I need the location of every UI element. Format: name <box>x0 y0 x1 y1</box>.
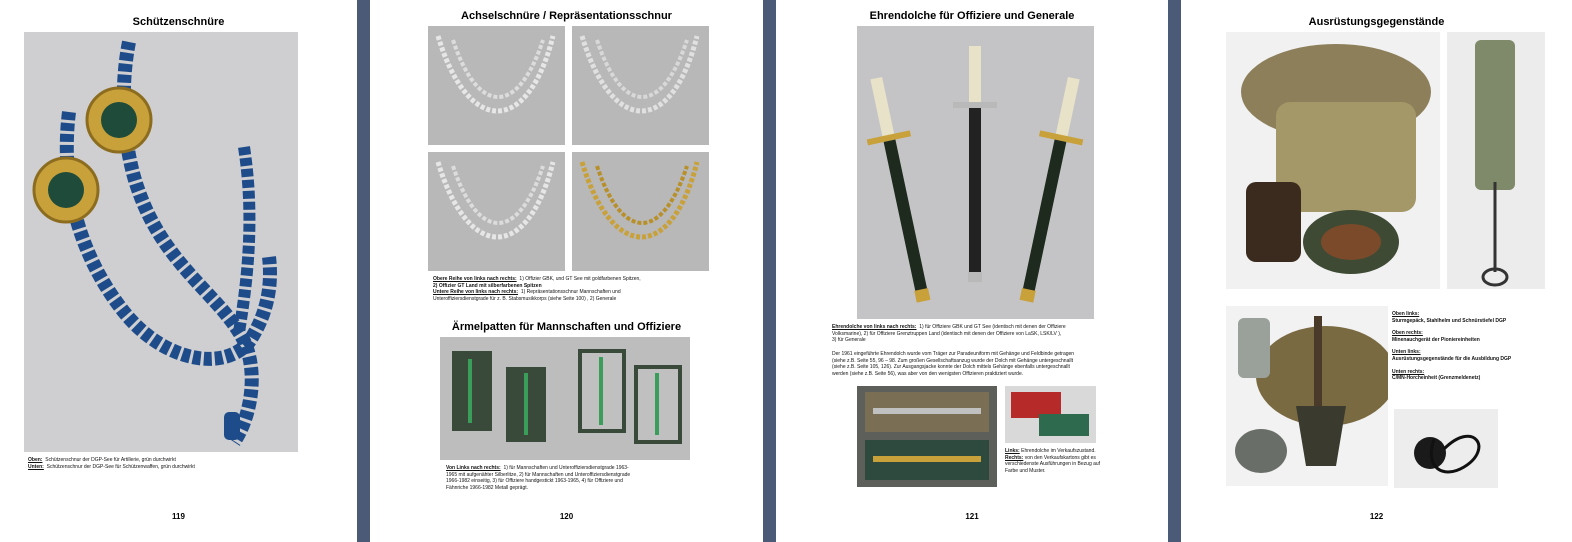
page-title: Ehrendolche für Offiziere und Generale <box>869 10 1075 22</box>
caption-block <box>446 465 630 491</box>
caption-text: 3) für Generale <box>832 337 866 344</box>
paragraph-line: Der 1961 eingeführte Ehrendolch wurde vom Träger zur Paradeuniform mit Gehänge und Feldbinde getragen <box>832 351 1075 357</box>
photo-sleeve-patches <box>440 337 690 460</box>
caption-label: Rechts: <box>1005 454 1024 461</box>
caption-text: Unteroffiziersdienstgrade für z. B. Stabsmusikkorps (siehe Seite 100) , 2) Generale <box>433 295 617 302</box>
page-number: 120 <box>559 512 574 521</box>
paragraph-line: werden (siehe z.B. Seite 56), was aber von den wenigsten Offizieren praktiziert wurde. <box>832 370 1024 377</box>
page-121 <box>776 0 1168 542</box>
caption-text: Farbe und Muster. <box>1005 467 1046 474</box>
caption-label: Untere Reihe von links nach rechts: <box>433 289 519 296</box>
caption-label: Unten rechts: <box>1392 368 1425 375</box>
photo-daggers-in-box <box>857 386 997 487</box>
photo-marksman-cords <box>24 32 298 452</box>
photo-general-cord <box>572 152 709 271</box>
caption-text: Fähnriche 1966-1982 Metall geprägt. <box>446 484 528 491</box>
paragraph-line: (siehe z.B. Seite 55, 96 – 98. Zum großen Gesellschaftsanzug wurde der Dolch mit Gehänge untergeschnallt <box>832 357 1073 364</box>
caption-text: 1) für Mannschaften und Unteroffiziersdienstgrade 1963- <box>503 465 629 471</box>
photo-honor-daggers <box>857 26 1094 319</box>
caption-label: Obere Reihe von links nach rechts: <box>433 276 517 282</box>
page-number: 122 <box>1369 512 1384 521</box>
caption-label: Oben links: <box>1392 311 1420 317</box>
caption-text: Schützenschnur der DGP-See für Schützenwaffen, grün durchwirkt <box>46 463 195 470</box>
caption-label: Unten links: <box>1392 349 1421 356</box>
caption-text: Ehrendolche im Verkaufszustand. <box>1021 448 1096 454</box>
photo-training-equipment <box>1226 306 1388 486</box>
photo-listening-unit <box>1394 409 1498 488</box>
caption-text: 1) Repräsentationsschnur Mannschaften und <box>520 289 621 296</box>
caption-label: Oben: <box>28 457 43 463</box>
caption-text: verschiedenste Ausführungen in Bezug auf <box>1005 461 1101 468</box>
caption-text: Sturmgepäck, Stahlhelm und Schnürstiefel DGP <box>1392 317 1507 324</box>
caption-block <box>1005 448 1100 474</box>
caption-label: Unten: <box>28 463 44 470</box>
photo-shoulder-cord-1 <box>428 26 565 145</box>
photo-mine-detector <box>1447 32 1545 289</box>
description-paragraph <box>832 351 1074 377</box>
caption-text: Volksmarine), 2) für Offiziere Grenztruppen Land (identisch mit denen der Offiziere von LaSK, LSK/LV ), <box>832 330 1062 337</box>
page-number: 119 <box>172 512 185 521</box>
caption-text: 1965 mit aufgenähter Silberlitze, 2) für Mannschaften und Unteroffiziersdienstgrade <box>446 471 631 478</box>
caption-block <box>28 457 195 470</box>
page-122 <box>1181 0 1572 542</box>
page-title: Achselschnüre / Repräsentationsschnur <box>461 10 672 22</box>
photo-sales-cartons <box>1005 386 1096 443</box>
caption-label: Von Links nach rechts: <box>446 465 501 471</box>
section-heading: Ärmelpatten für Mannschaften und Offiziere <box>451 321 682 333</box>
caption-block <box>832 324 1066 344</box>
caption-label: Oben rechts: <box>1392 330 1423 337</box>
caption-block <box>433 276 641 302</box>
photo-representation-cord <box>428 152 565 271</box>
caption-text: Schützenschnur der DGP-See für Artillerie, grün durchwirkt <box>45 457 176 463</box>
caption-text: 1966-1982 einseitig, 3) für Offiziere handgestickt 1963-1965, 4) für Offiziere und <box>446 478 623 485</box>
page-number: 121 <box>965 512 979 521</box>
photo-assault-pack <box>1226 32 1440 289</box>
caption-text: Ausrüstungsgegenstände für die Ausbildung DGP <box>1392 355 1512 362</box>
caption-text: 1) für Offiziere GBK und GT See (identisch mit denen der Offiziere <box>919 324 1066 330</box>
caption-text: 1) Offizier GBK, und GT See mit goldfarbenen Spitzen, <box>519 276 641 282</box>
photo-shoulder-cord-2 <box>572 26 709 145</box>
caption-label: Ehrendolche von links nach rechts: <box>832 324 917 330</box>
page-title: Ausrüstungsgegenstände <box>1308 16 1445 28</box>
caption-text: C/MN-Horcheinheit (Grenzmeldenetz) <box>1392 375 1481 382</box>
caption-text: von den Verkaufskartons gibt es <box>1024 454 1096 461</box>
caption-text: Minenauchgerät der Pioniereinheiten <box>1392 336 1480 343</box>
paragraph-line: (siehe z.B. Seite 105, 126). Zur Ausgangsjacke konnte der Dolch mittels Gehänge ebenfalls untergeschnallt <box>832 364 1070 371</box>
caption-block <box>1392 311 1511 382</box>
caption-text: 2) Offizier GT Land mit silberfarbenen Spitzen <box>433 282 542 289</box>
page-120 <box>370 0 763 542</box>
page-title: Schützenschnüre <box>132 16 225 28</box>
caption-label: Links: <box>1005 448 1020 454</box>
page-119 <box>0 0 357 542</box>
